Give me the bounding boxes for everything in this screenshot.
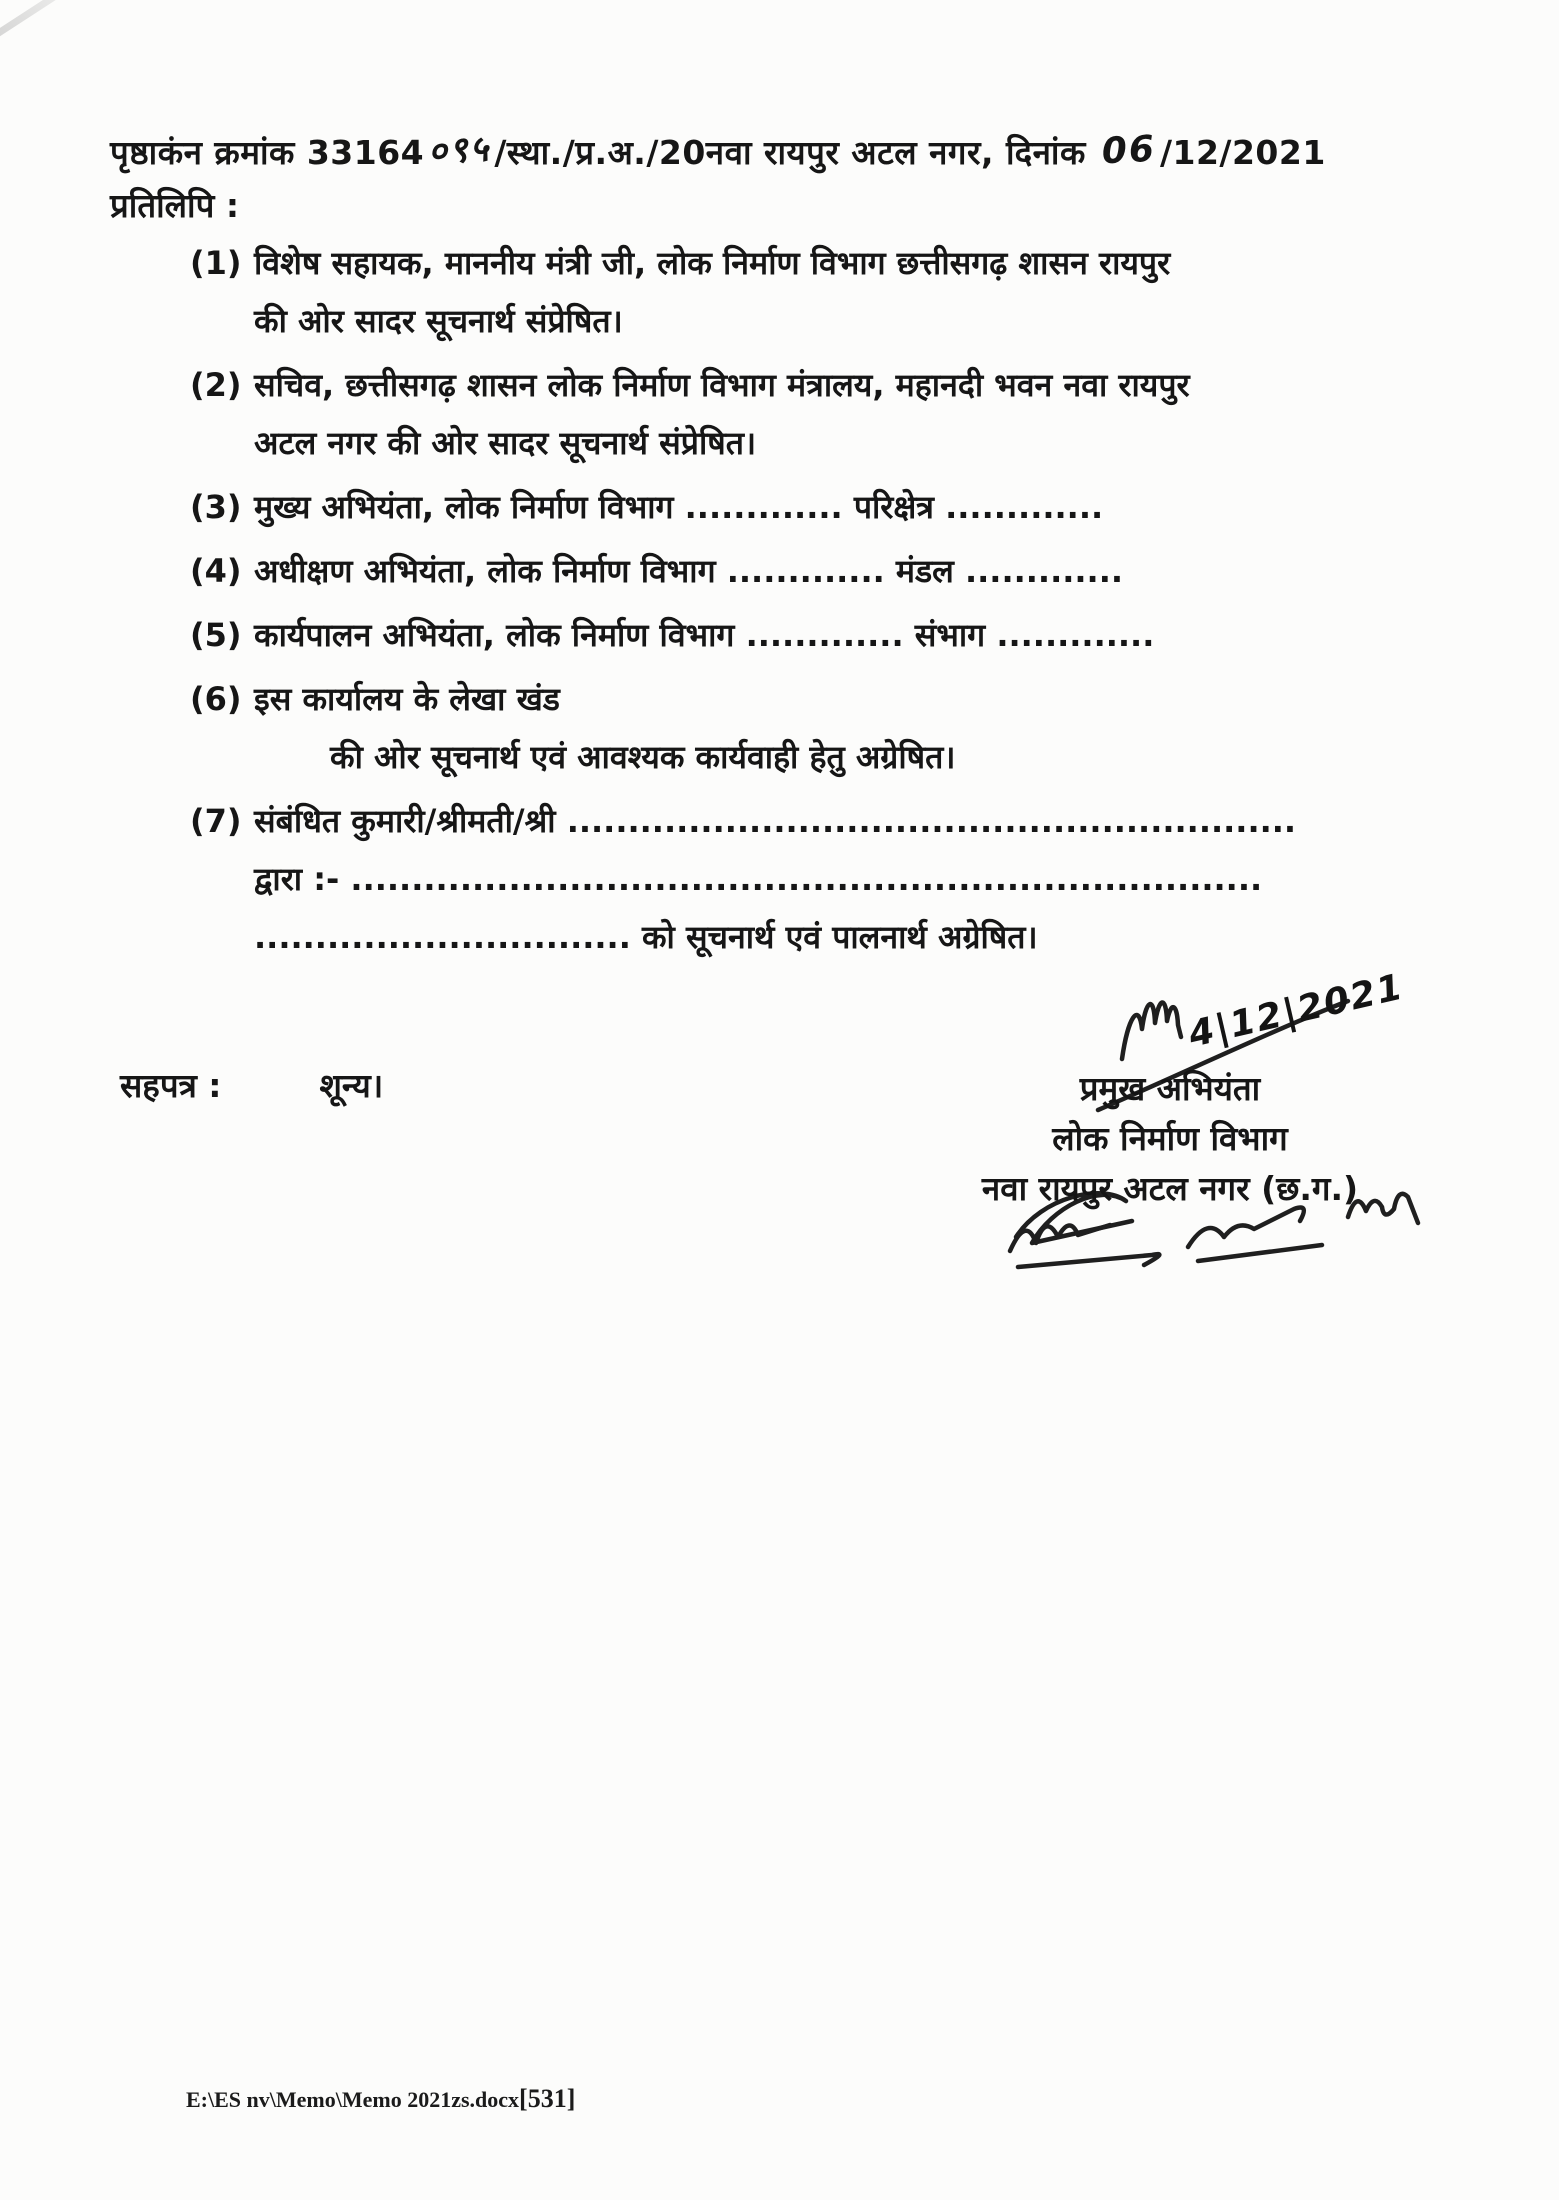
page-marker: [531] — [519, 2084, 576, 2113]
list-item — [190, 792, 1380, 966]
item-number: (3) — [190, 488, 242, 526]
item-text: सचिव, छत्तीसगढ़ शासन लोक निर्माण विभाग मंत्रालय, महानदी भवन नवा रायपुर — [254, 366, 1190, 404]
document-file-path — [186, 2084, 575, 2114]
signature-scribble-lower-left — [1010, 1225, 1110, 1251]
list-item — [190, 478, 1380, 536]
list-item — [190, 670, 1380, 786]
list-item — [190, 234, 1380, 350]
signature-scribble-top — [1122, 1002, 1181, 1059]
scan-fold-artifact — [0, 0, 165, 54]
item-number: (7) — [190, 802, 242, 840]
item-text: विशेष सहायक, माननीय मंत्री जी, लोक निर्माण विभाग छत्तीसगढ़ शासन रायपुर — [254, 244, 1171, 282]
list-item — [190, 606, 1380, 664]
item-text: की ओर सादर सूचनार्थ संप्रेषित। — [254, 302, 623, 340]
item-number: (6) — [190, 680, 242, 718]
copy-to-label: प्रतिलिपि : — [110, 186, 240, 225]
endorsement-number-line — [110, 126, 1326, 175]
signature-block — [950, 1064, 1390, 1214]
enclosure-value: शून्य। — [319, 1066, 384, 1105]
handwritten-serial-number: ०९५ — [427, 128, 492, 173]
item-text: इस कार्यालय के लेखा खंड — [254, 680, 560, 718]
endorsement-number-prefix: पृष्ठाकंन क्रमांक 33164 — [110, 133, 425, 172]
handwritten-day: 06 — [1100, 128, 1157, 173]
item-text: अटल नगर की ओर सादर सूचनार्थ संप्रेषित। — [254, 424, 757, 462]
distribution-list — [190, 234, 1380, 972]
enclosure-line — [120, 1062, 383, 1107]
endorsement-number-suffix: /स्था./प्र.अ./20नवा रायपुर अटल नगर, दिनांक — [494, 133, 1086, 172]
handwritten-signature-date: 4|12|2021 — [1184, 966, 1409, 1056]
item-text: अधीक्षण अभियंता, लोक निर्माण विभाग ............. मंडल ............. — [254, 552, 1124, 590]
signatory-location: नवा रायपुर अटल नगर (छ.ग.) — [981, 1169, 1359, 1208]
item-number: (1) — [190, 244, 242, 282]
list-item — [190, 542, 1380, 600]
item-text: द्वारा :- ........................................................................... — [254, 860, 1263, 898]
list-item — [190, 356, 1380, 472]
item-text: संबंधित कुमारी/श्रीमती/श्री ............................................................ — [254, 802, 1297, 840]
item-text: कार्यपालन अभियंता, लोक निर्माण विभाग ............. संभाग ............. — [254, 616, 1155, 654]
enclosure-label: सहपत्र : — [120, 1066, 222, 1105]
signature-underline-right — [1198, 1245, 1322, 1261]
item-number: (4) — [190, 552, 242, 590]
item-number: (2) — [190, 366, 242, 404]
date-rest: /12/2021 — [1159, 133, 1326, 172]
signatory-department: लोक निर्माण विभाग — [1052, 1119, 1288, 1158]
item-text: मुख्य अभियंता, लोक निर्माण विभाग ............. परिक्षेत्र ............. — [254, 488, 1104, 526]
item-text: की ओर सूचनार्थ एवं आवश्यक कार्यवाही हेतु अग्रेषित। — [330, 738, 956, 776]
item-number: (5) — [190, 616, 242, 654]
signatory-title: प्रमुख अभियंता — [1079, 1069, 1261, 1108]
item-text: ............................... को सूचनार्थ एवं पालनार्थ अग्रेषित। — [254, 918, 1038, 956]
file-path-text: E:\ES nv\Memo\Memo 2021zs.docx — [186, 2087, 520, 2112]
signature-underline-left — [1018, 1254, 1159, 1267]
